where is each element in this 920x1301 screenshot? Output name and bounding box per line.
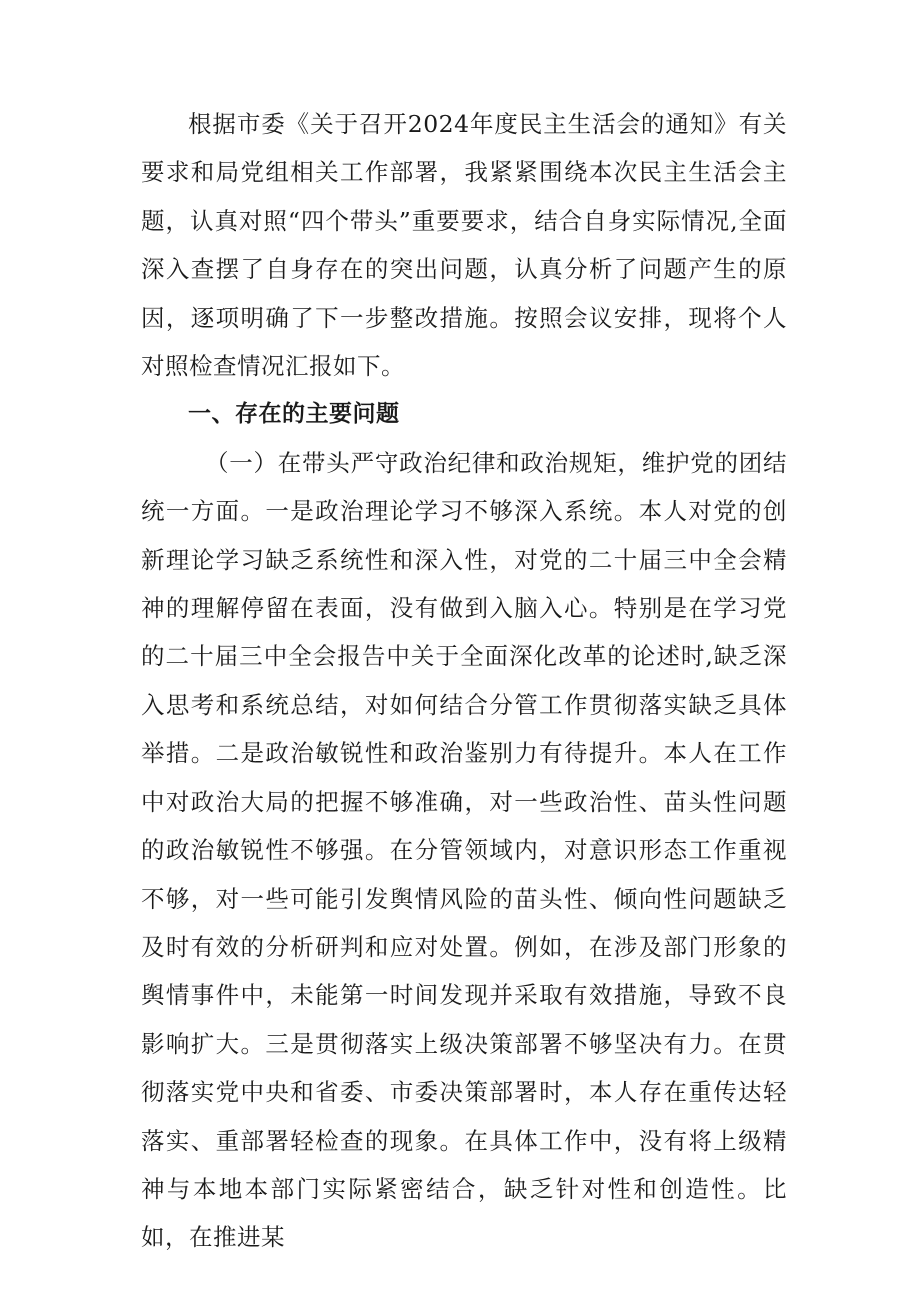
document-page — [141, 100, 787, 1262]
intro-paragraph: 根据市委《关于召开2024年度民主生活会的通知》有关要求和局党组相关工作部署，我紧紧围绕本次民主生活会主题，认真对照“四个带头”重要要求，结合自身实际情况,全面深入查摆了自身存在的突出问题，认真分析了问题产生的原因，逐项明确了下一步整改措施。按照会议安排，现将个人对照检查情况汇报如下。 — [141, 110, 787, 381]
section-body-paragraph: （一）在带头严守政治纪律和政治规矩，维护党的团结统一方面。一是政治理论学习不够深入系统。本人对党的创新理论学习缺乏系统性和深入性，对党的二十届三中全会精神的理解停留在表面，没有做到入脑入心。特别是在学习党的二十届三中全会报告中关于全面深化改革的论述时,缺乏深入思考和系统总结，对如何结合分管工作贯彻落实缺乏具体举措。二是政治敏锐性和政治鉴别力有待提升。本人在工作中对政治大局的把握不够准确，对一些政治性、苗头性问题的政治敏锐性不够强。在分管领域内，对意识形态工作重视不够，对一些可能引发舆情风险的苗头性、倾向性问题缺乏及时有效的分析研判和应对处置。例如，在涉及部门形象的舆情事件中，未能第一时间发现并采取有效措施，导致不良影响扩大。三是贯彻落实上级决策部署不够坚决有力。在贯彻落实党中央和省委、市委决策部署时，本人存在重传达轻落实、重部署轻检查的现象。在具体工作中，没有将上级精神与本地本部门实际紧密结合，缺乏针对性和创造性。比如，在推进某 — [141, 448, 787, 1252]
section-heading: 一、存在的主要问题 — [188, 401, 400, 428]
